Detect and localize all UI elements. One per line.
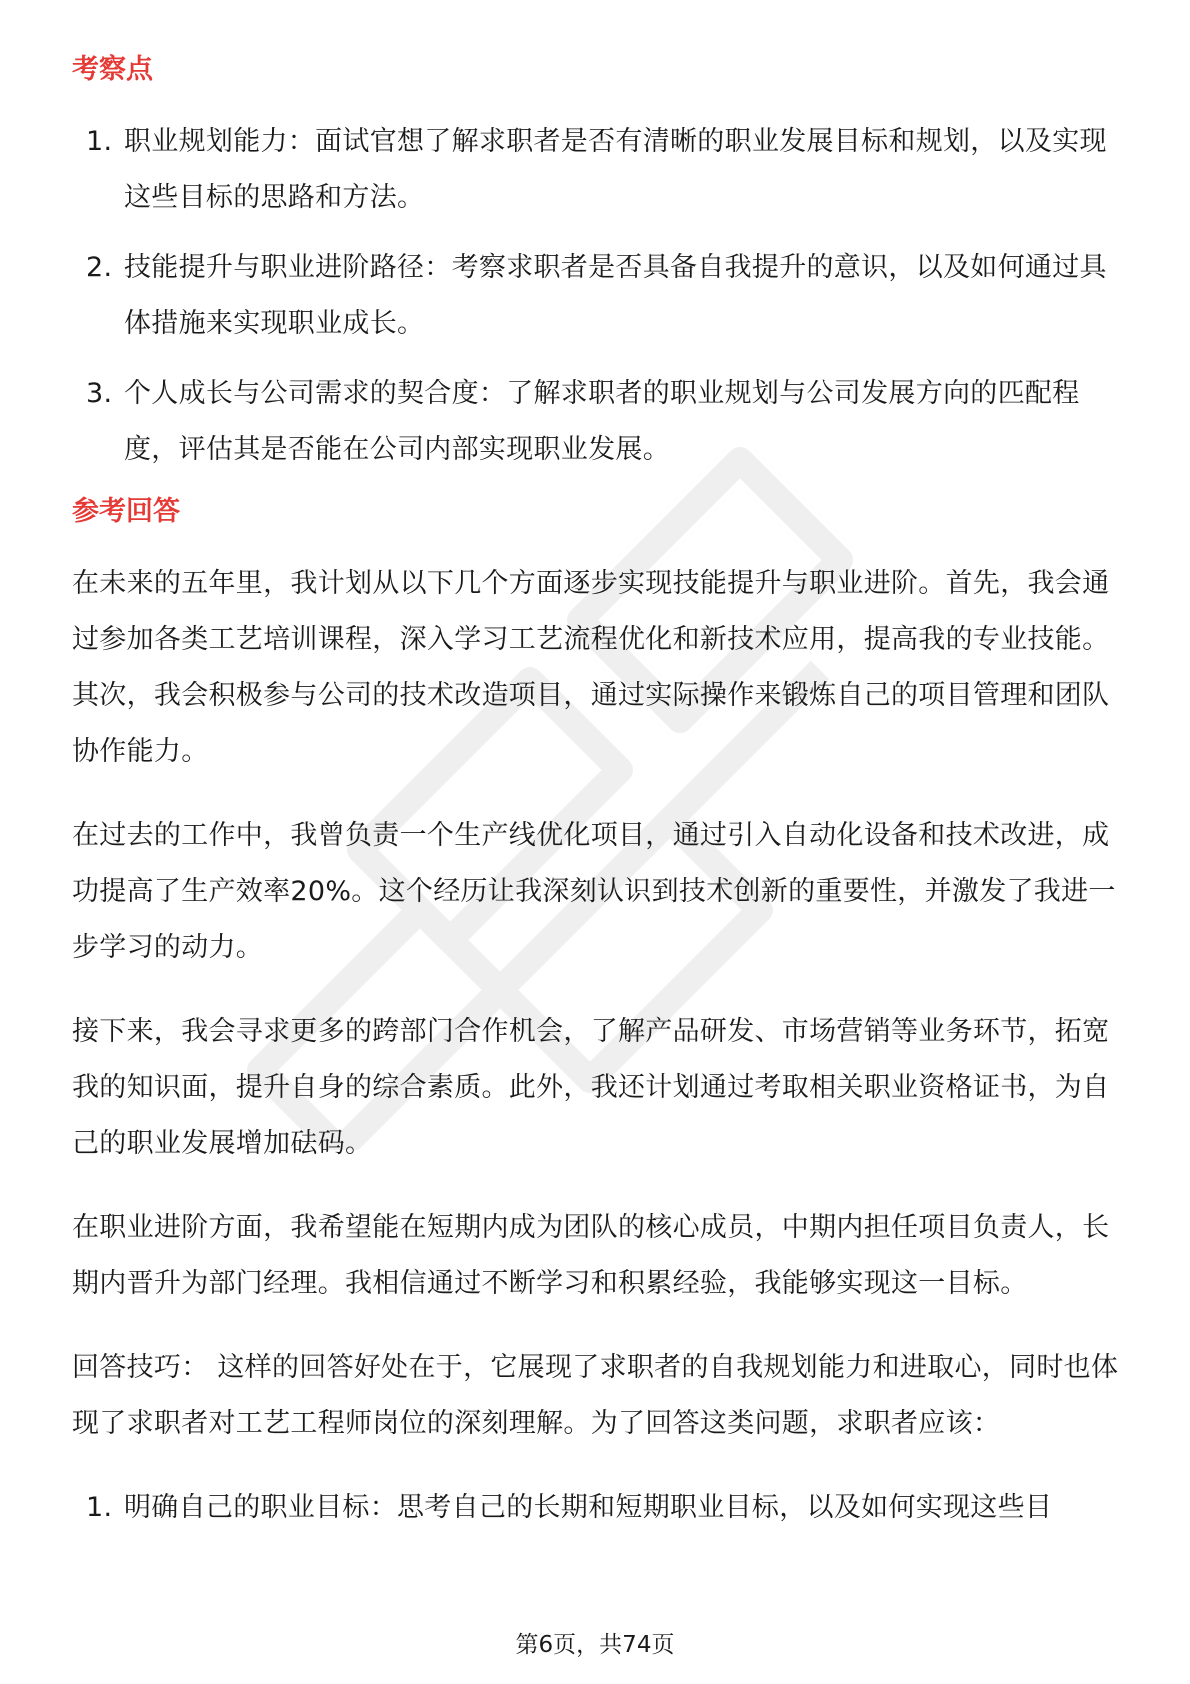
- list-item: [72, 240, 1122, 352]
- section-title-answer: 参考回答: [72, 496, 180, 527]
- list-item: [72, 1480, 1122, 1536]
- main-content: [72, 50, 1122, 1550]
- list-item: [72, 114, 1122, 226]
- list-number: 1.: [86, 1492, 113, 1523]
- page-number-footer: 第6页，共74页: [515, 1632, 675, 1658]
- kaocha-list: [72, 114, 1122, 478]
- list-text: 职业规划能力：面试官想了解求职者是否有清晰的职业发展目标和规划，以及实现这些目标的思路和方法。: [124, 126, 1107, 213]
- section-title-kaocha: 考察点: [72, 54, 153, 85]
- list-number: 3.: [86, 378, 113, 409]
- list-number: 1.: [86, 126, 113, 157]
- answer-paragraph-1: 在未来的五年里，我计划从以下几个方面逐步实现技能提升与职业进阶。首先，我会通过参加各类工艺培训课程，深入学习工艺流程优化和新技术应用，提高我的专业技能。其次，我会积极参与公司的技术改造项目，通过实际操作来锻炼自己的项目管理和团队协作能力。: [72, 568, 1110, 767]
- list-text: 个人成长与公司需求的契合度：了解求职者的职业规划与公司发展方向的匹配程度，评估其是否能在公司内部实现职业发展。: [124, 378, 1080, 465]
- tips-list: [72, 1480, 1122, 1536]
- answer-paragraph-4: 在职业进阶方面，我希望能在短期内成为团队的核心成员，中期内担任项目负责人，长期内晋升为部门经理。我相信通过不断学习和积累经验，我能够实现这一目标。: [72, 1212, 1110, 1299]
- answer-paragraph-2: 在过去的工作中，我曾负责一个生产线优化项目，通过引入自动化设备和技术改进，成功提高了生产效率20%。这个经历让我深刻认识到技术创新的重要性，并激发了我进一步学习的动力。: [72, 820, 1116, 963]
- list-text: 明确自己的职业目标：思考自己的长期和短期职业目标，以及如何实现这些目: [124, 1492, 1053, 1523]
- answer-paragraph-3: 接下来，我会寻求更多的跨部门合作机会，了解产品研发、市场营销等业务环节，拓宽我的知识面，提升自身的综合素质。此外，我还计划通过考取相关职业资格证书，为自己的职业发展增加砝码。: [72, 1016, 1110, 1159]
- list-item: [72, 366, 1122, 478]
- list-number: 2.: [86, 252, 113, 283]
- answer-tips-paragraph: 回答技巧： 这样的回答好处在于，它展现了求职者的自我规划能力和进取心，同时也体现了求职者对工艺工程师岗位的深刻理解。为了回答这类问题，求职者应该：: [72, 1352, 1119, 1439]
- list-text: 技能提升与职业进阶路径：考察求职者是否具备自我提升的意识，以及如何通过具体措施来实现职业成长。: [124, 252, 1107, 339]
